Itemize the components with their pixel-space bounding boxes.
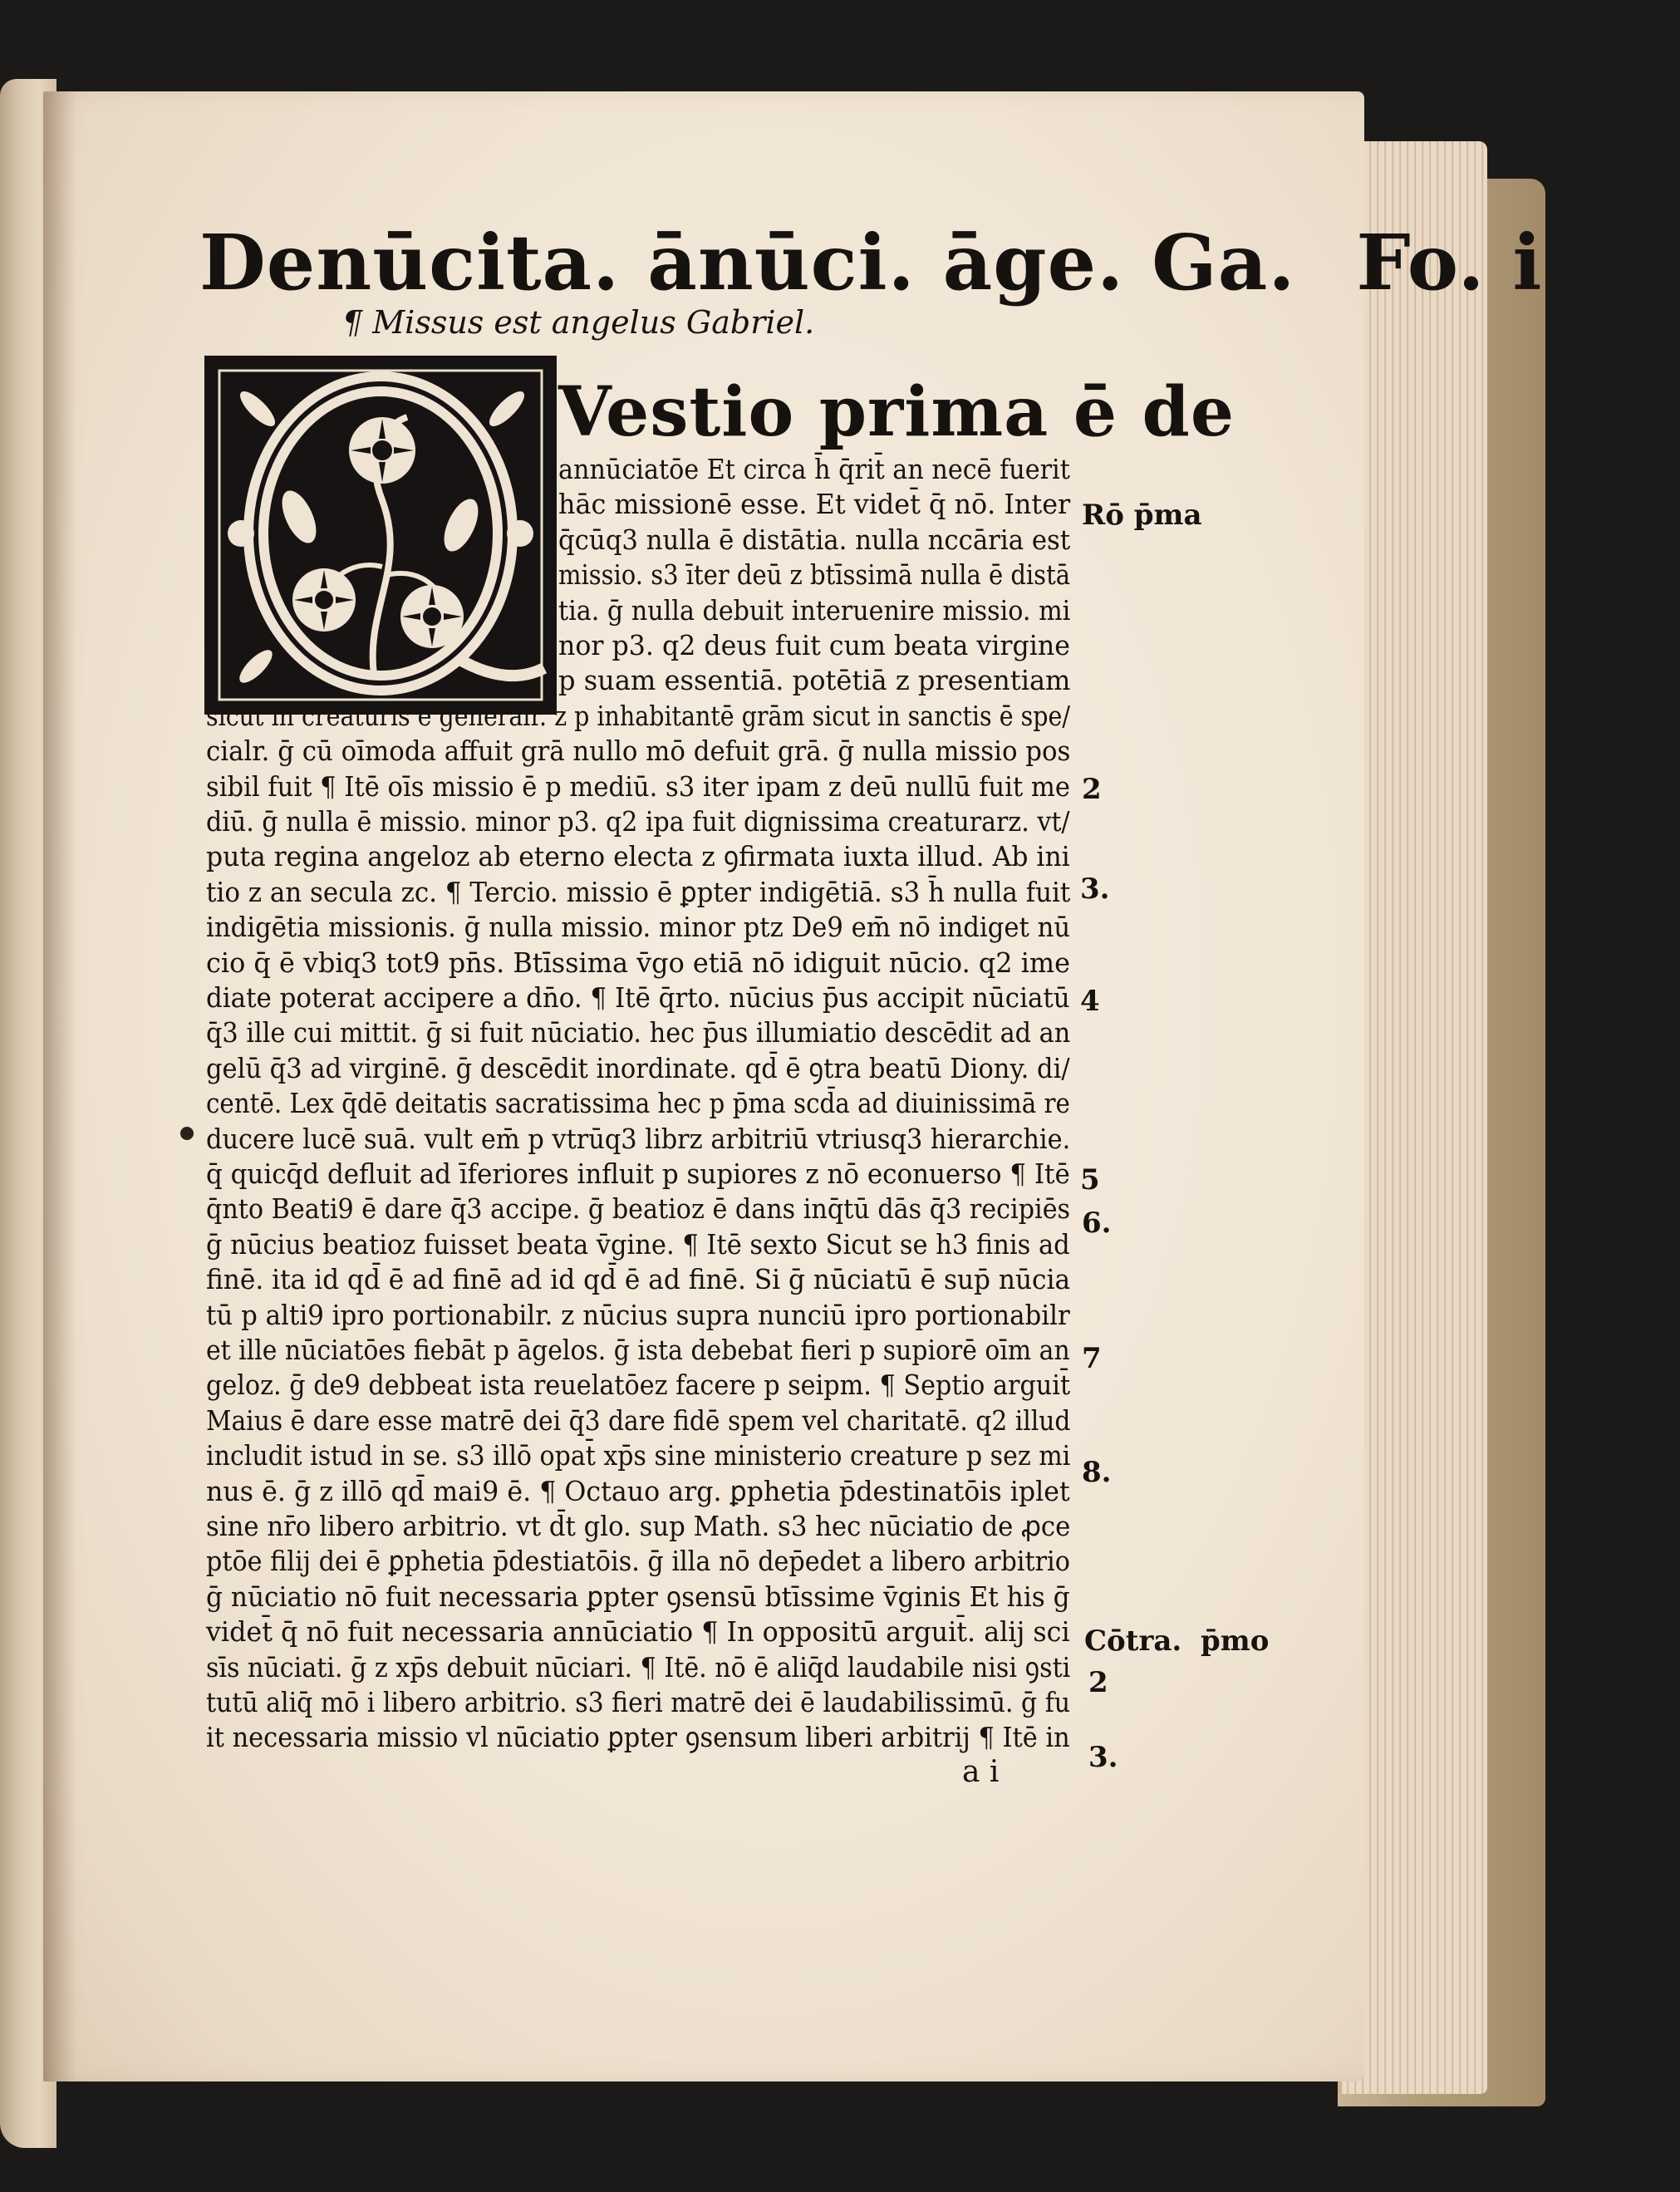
floral-initial-illustration [208, 359, 553, 711]
margin-note: Cōtra. [1084, 1624, 1182, 1658]
text-line: annūciatōe Et circa h̄ q̄rit̄ an necē fuerit [558, 453, 1070, 485]
text-line: nor p3. q2 deus fuit cum beata virgine [558, 629, 1070, 661]
text-line: sine nr̄o libero arbitrio. vt d̄t glo. sup Math. s3 hec nūciatio de ꝓce [206, 1510, 1071, 1542]
woodcut-initial-q [204, 356, 557, 715]
margin-note: 4 [1080, 985, 1100, 1018]
text-line: indigētia missionis. ḡ nulla missio. minor ptz De9 em̄ nō indiget nū [206, 911, 1071, 944]
section-subtitle: ¶ Missus est angelus Gabriel. [342, 304, 815, 341]
margin-note: 7 [1082, 1342, 1102, 1375]
text-line: tia. ḡ nulla debuit interuenire missio. mi [558, 593, 1071, 627]
text-line: ducere lucē suā. vult em̄ p vtrūq3 librz arbitriū vtriusq3 hierarchie. [206, 1122, 1071, 1155]
text-line: hāc missionē esse. Et videt̄ q̄ nō. Inter [558, 488, 1071, 521]
text-line: ptōe filij dei ē ꝑphetia p̄destiatōis. ḡ illa nō dep̄edet a libero arbitrio [206, 1545, 1070, 1578]
text-line: p suam essentiā. potētiā z presentiam [558, 664, 1071, 697]
margin-note: 2 [1082, 773, 1102, 806]
text-line: missio. s3 īter deū z btīssimā nulla ē distā [558, 558, 1071, 592]
text-line: sibil fuit ¶ Itē oīs missio ē p mediū. s3 iter ipam z deū nullū fuit me [206, 769, 1071, 803]
margin-note: 6. [1082, 1207, 1112, 1240]
margin-note: 8. [1082, 1456, 1112, 1489]
worm-hole [180, 1127, 194, 1140]
margin-note: p̄mo [1201, 1624, 1270, 1658]
text-line: sicut in creaturis ē generalr. z p inhabitantē grām sicut in sanctis ē spe/ [206, 699, 1070, 732]
text-line: diū. ḡ nulla ē missio. minor p3. q2 ipa fuit dignissima creaturarz. vt/ [206, 805, 1070, 838]
text-line: gelū q̄3 ad virginē. ḡ descēdit inordinate. qd̄ ē ꝯtra beatū Diony. di/ [206, 1051, 1070, 1084]
text-line: geloz. ḡ de9 debbeat ista reuelatōez facere p seipm. ¶ Septio arguit̄ [206, 1369, 1071, 1402]
text-line: finē. ita id qd̄ ē ad finē ad id qd̄ ē ad finē. Si ḡ nūciatū ē sup̄ nūcia [206, 1263, 1071, 1296]
text-line: tū p alti9 ipro portionabilr. z nūcius supra nunciū ipro portionabilr [206, 1298, 1070, 1331]
running-title-text: Denūcita. ānūci. āge. Ga. [199, 218, 1296, 307]
text-line: puta regina angeloz ab eterno electa z ꝯfirmata iuxta illud. Ab ini [206, 840, 1070, 873]
margin-note: 5 [1080, 1163, 1100, 1197]
text-line: it necessaria missio vl nūciatio ꝑpter ꝯsensum liberi arbitrij ¶ Itē in [206, 1721, 1070, 1754]
text-line: tutū aliq̄ mō i libero arbitrio. s3 fieri matrē dei ē laudabilissimū. ḡ fu [206, 1686, 1071, 1718]
text-line: cialr. ḡ cū oīmoda affuit grā nullo mō defuit grā. ḡ nulla missio pos [206, 735, 1071, 768]
text-line: q̄3 ille cui mittit. ḡ si fuit nūciatio. hec p̄us illumiatio descēdit ad an [206, 1016, 1071, 1049]
opening-words: Vestio prima ē de [558, 372, 1235, 452]
text-line: ḡ nūciatio nō fuit necessaria ꝑpter ꝯsensū btīssime v̄ginis Et his ḡ [206, 1580, 1070, 1613]
text-line: q̄cūq3 nulla ē distātia. nulla nccāria est [558, 523, 1071, 556]
text-line: cio q̄ ē vbiq3 tot9 pn̄s. Btīssima v̄go etiā nō idiguit nūcio. q2 ime [206, 946, 1071, 979]
page-gutter-shadow [43, 91, 76, 2081]
running-title [199, 218, 1542, 307]
text-line: includit istud in se. s3 illō opat̄ xp̄s sine ministerio creature p sez mi [206, 1439, 1071, 1472]
margin-note: Rō p̄ma [1082, 499, 1202, 532]
text-line: centē. Lex q̄dē deitatis sacratissima hec p p̄ma scd̄a ad diuinissimā re [206, 1087, 1070, 1120]
margin-note: 2 [1088, 1666, 1108, 1699]
text-line: videt̄ q̄ nō fuit necessaria annūciatio ¶ In oppositū arguit̄. alij sci [206, 1615, 1070, 1649]
text-line: Maius ē dare esse matrē dei q̄3 dare fidē spem vel charitatē. q2 illud [206, 1403, 1071, 1437]
text-line: ḡ nūcius beatioz fuisset beata v̄gine. ¶ Itē sexto Sicut se h3 finis ad [206, 1227, 1070, 1261]
folio-number: Fo. i [1356, 218, 1543, 307]
text-line: sīs nūciati. ḡ z xp̄s debuit nūciari. ¶ Itē. nō ē aliq̄d laudabile nisi ꝯsti [206, 1650, 1071, 1683]
signature-mark: a i [962, 1755, 1000, 1789]
text-line: q̄ quicq̄d defluit ad īferiores influit p supiores z nō econuerso ¶ Itē [206, 1157, 1070, 1190]
text-line: diate poterat accipere a dn̄o. ¶ Itē q̄rto. nūcius p̄us accipit nūciatū [206, 981, 1070, 1014]
margin-note: 3. [1080, 872, 1110, 906]
margin-note: 3. [1088, 1741, 1118, 1774]
text-line: q̄nto Beati9 ē dare q̄3 accipe. ḡ beatioz ē dans inq̄tū dās q̄3 recipiēs [206, 1192, 1071, 1226]
text-line: nus ē. ḡ z illō qd̄ mai9 ē. ¶ Octauo arg. ꝑphetia p̄destinatōis iplet [206, 1474, 1070, 1507]
text-line: et ille nūciatōes fiebāt p āgelos. ḡ ista debebat fieri p supiorē oīm an [206, 1334, 1070, 1366]
text-line: tio z an secula zc. ¶ Tercio. missio ē ꝑpter indigētiā. s3 h̄ nulla fuit [206, 875, 1071, 908]
